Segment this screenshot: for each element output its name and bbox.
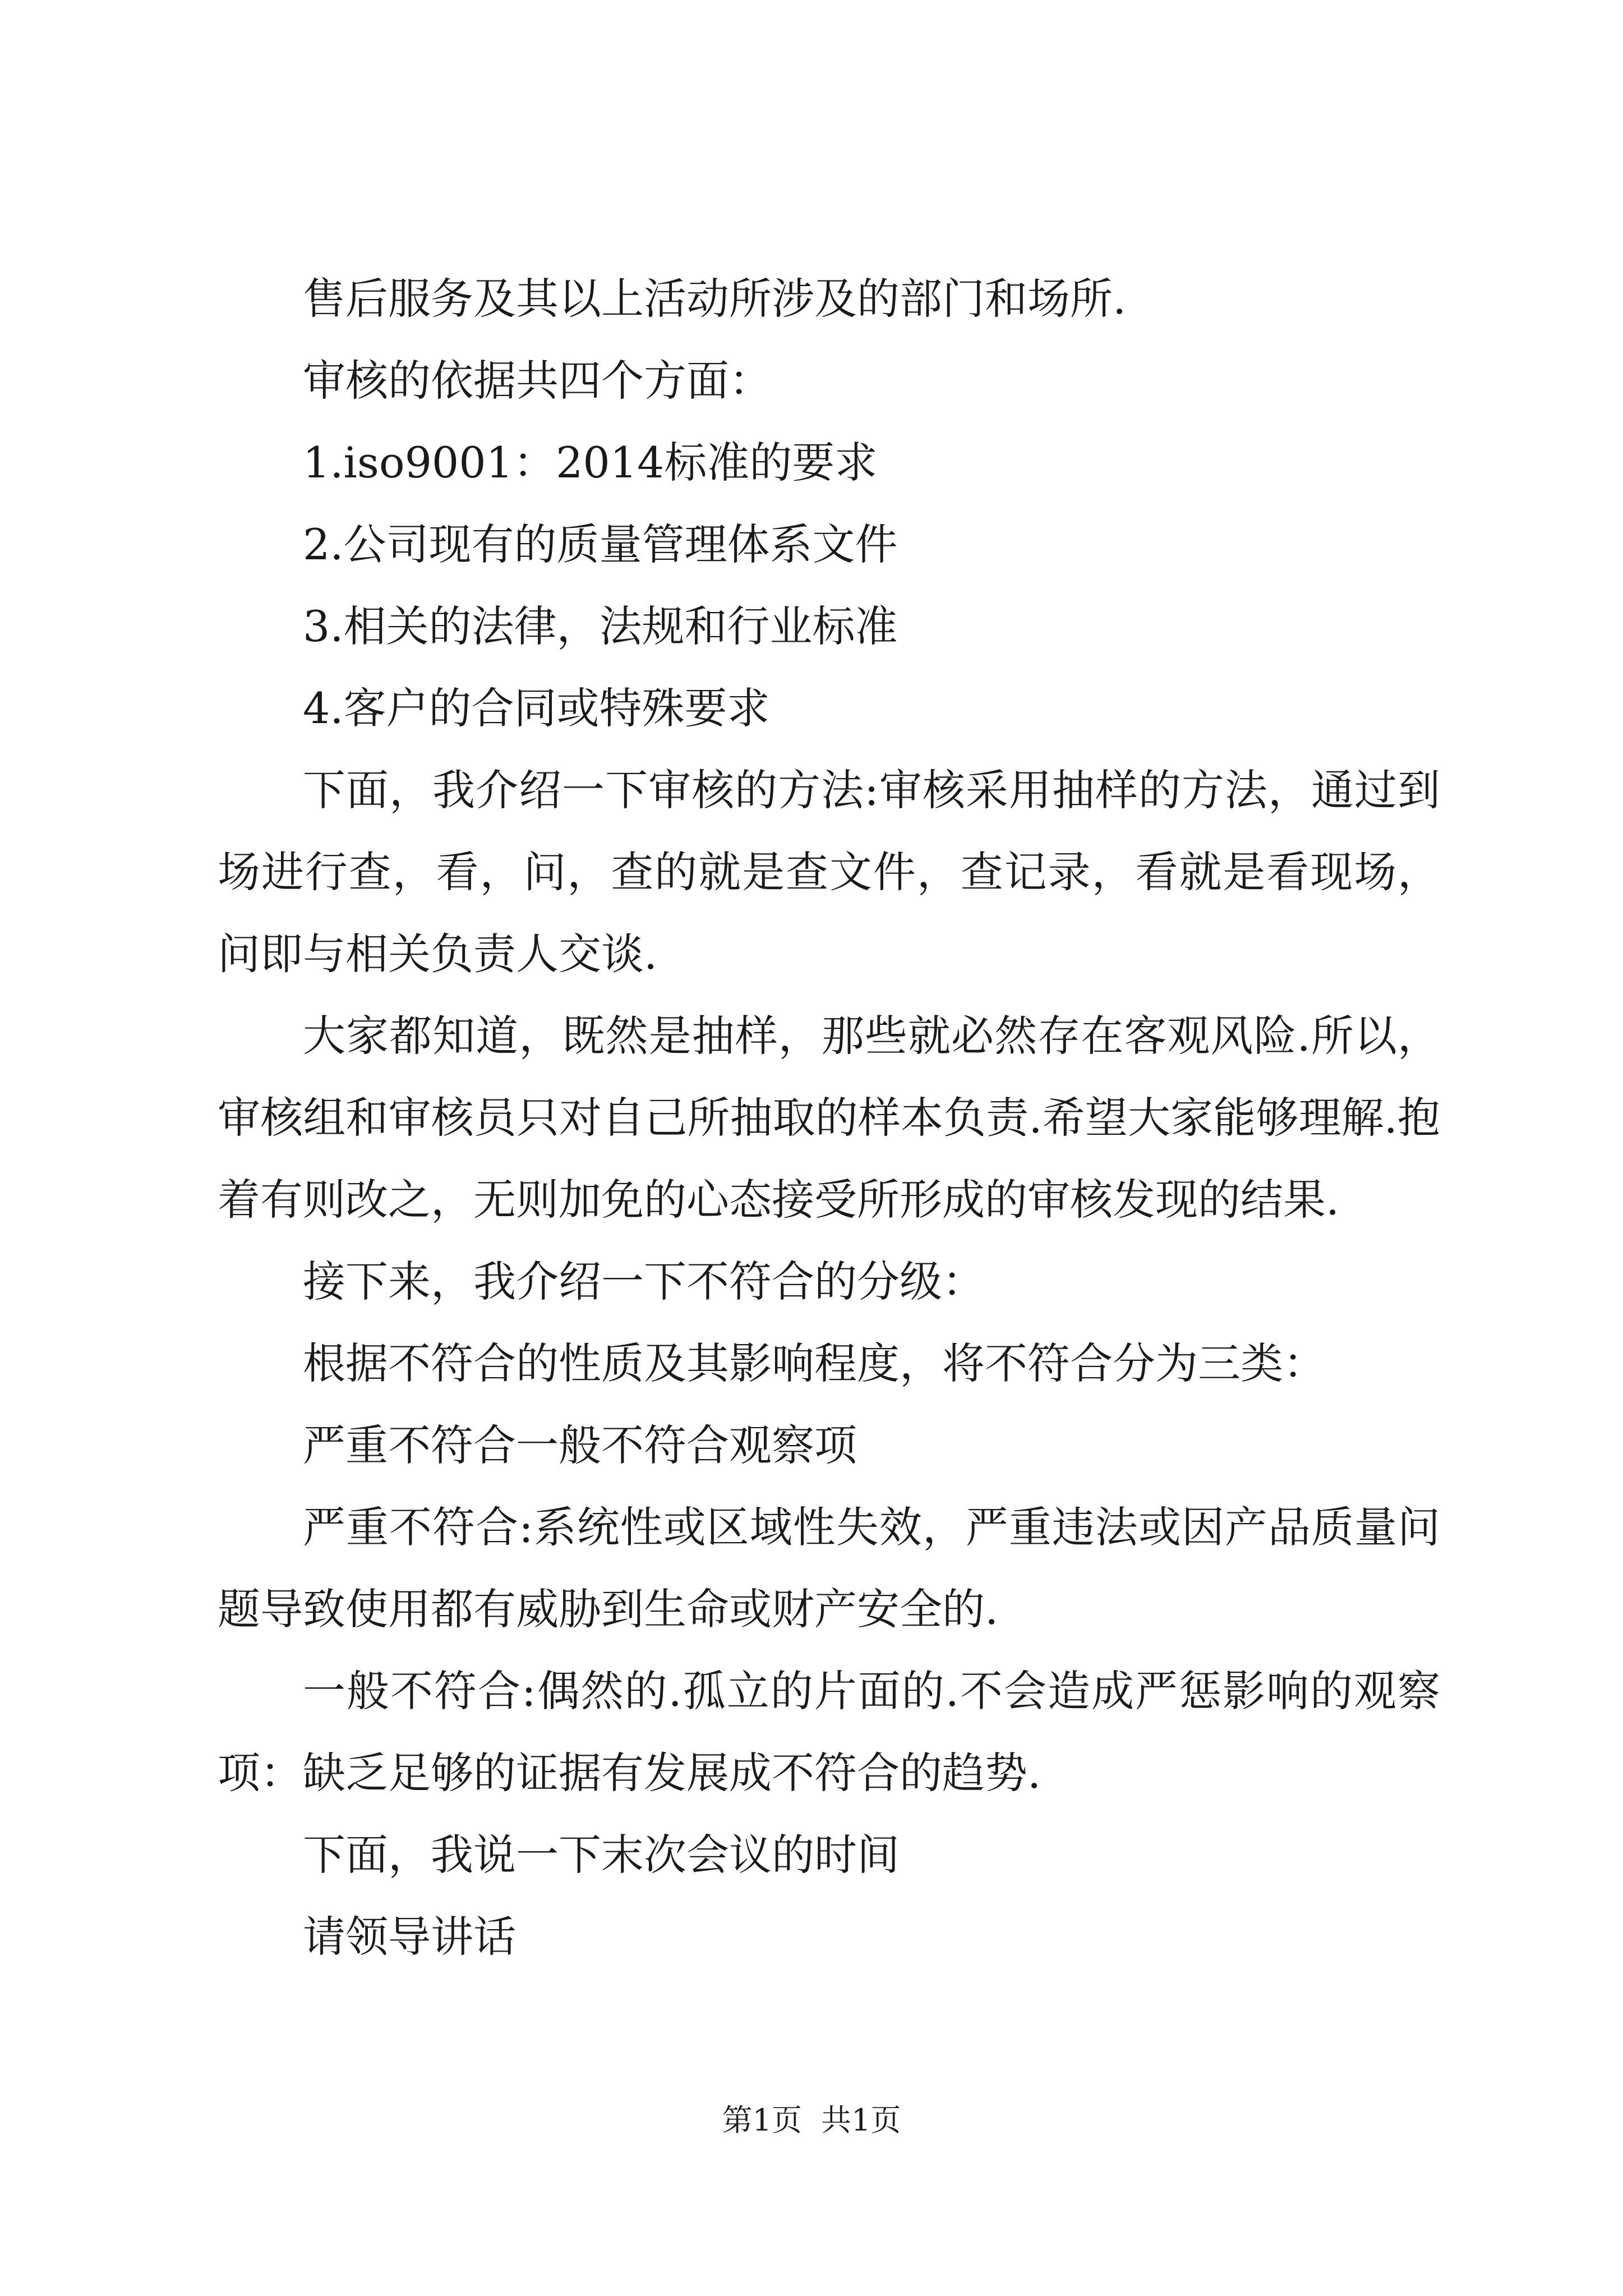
page-number: 第1页: [722, 2102, 802, 2138]
paragraph-grading-categories: 严重不符合一般不符合观察项: [303, 1420, 857, 1470]
paragraph-sampling-risk: 大家都知道，既然是抽样，那些就必然存在客观风险.所以，审核组和审核员只对自己所抽取的样本负责.希望大家能够理解.抱着有则改之，无则加免的心态接受所形成的审核发现的结果.: [218, 1011, 1440, 1225]
paragraph-basis-2: 2.公司现有的质量管理体系文件: [303, 519, 898, 569]
paragraph-basis-4: 4.客户的合同或特殊要求: [303, 683, 770, 733]
paragraph-basis-1: 1.iso9001：2014标准的要求: [303, 438, 878, 487]
page-total: 共1页: [821, 2102, 901, 2138]
paragraph-closing-meeting: 下面，我说一下末次会议的时间: [303, 1830, 900, 1880]
paragraph-major-nonconformity: 严重不符合:系统性或区域性失效，严重违法或因产品质量问题导致使用都有威胁到生命或财产安全的.: [218, 1502, 1440, 1634]
paragraph-basis-heading: 审核的依据共四个方面：: [303, 356, 772, 406]
paragraph-method: 下面，我介绍一下审核的方法:审核采用抽样的方法，通过到场进行查，看，问，查的就是查文件，查记录，看就是看现场，问即与相关负责人交谈.: [218, 765, 1440, 979]
paragraph-leader-speech: 请领导讲话: [303, 1912, 516, 1962]
paragraph-scope: 售后服务及其以上活动所涉及的部门和场所.: [303, 274, 1127, 324]
paragraph-minor-nonconformity: 一般不符合:偶然的.孤立的片面的.不会造成严惩影响的观察项：缺乏足够的证据有发展成不符合的趋势.: [218, 1666, 1440, 1798]
paragraph-grading-intro: 接下来，我介绍一下不符合的分级：: [303, 1257, 985, 1306]
paragraph-basis-3: 3.相关的法律，法规和行业标准: [303, 601, 898, 651]
page-footer: [0, 2101, 1623, 2140]
paragraph-grading-basis: 根据不符合的性质及其影响程度，将不符合分为三类：: [303, 1338, 1326, 1388]
document-body: [218, 258, 1440, 1978]
